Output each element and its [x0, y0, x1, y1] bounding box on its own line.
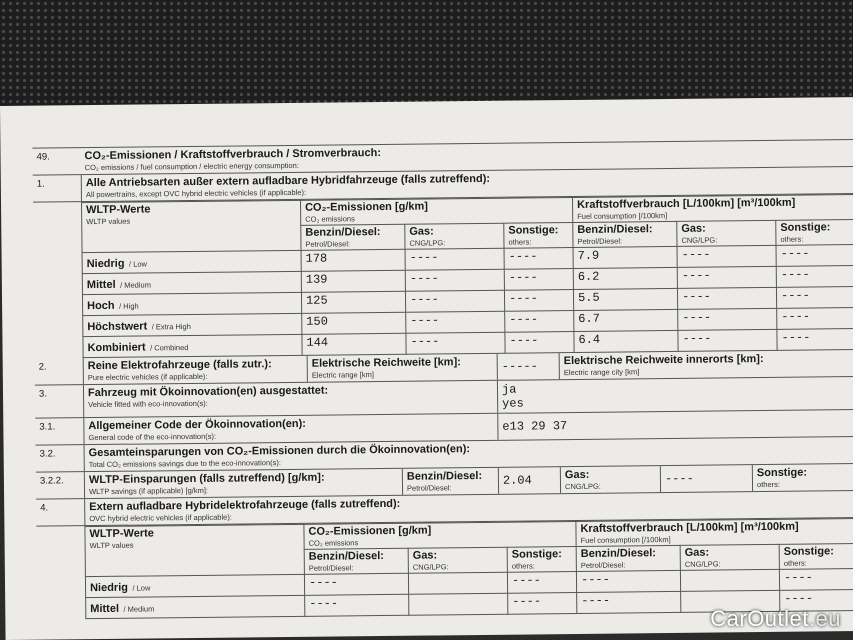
- col-sonstige-sub: others:: [780, 234, 804, 244]
- section-number: 3.2.2.: [39, 475, 64, 487]
- cell: ----: [776, 265, 853, 287]
- cell: ----: [405, 290, 504, 312]
- col-gas-sub: CNG/LPG:: [409, 238, 446, 248]
- city-range-sub: Electric range city [km]: [563, 367, 640, 378]
- wltp-subtitle: WLTP values: [86, 216, 131, 227]
- cell: ----: [678, 329, 777, 351]
- section-title: CO₂-Emissionen / Kraftstoffverbrauch / Stromverbrauch:: [84, 147, 382, 163]
- cell: ----: [405, 248, 504, 270]
- col-gas: Gas:: [681, 222, 706, 235]
- electric-range-label: Elektrische Reichweite [km]:: [311, 356, 461, 370]
- row-label-sub: / Low: [132, 583, 151, 593]
- watermark-tld: .eu: [808, 606, 841, 631]
- co2-subtitle: CO₂ emissions: [305, 214, 355, 224]
- col-gas: Gas:: [409, 225, 434, 238]
- col-benzin: Benzin/Diesel:: [308, 550, 384, 563]
- col-benzin-sub: Petrol/Diesel:: [580, 560, 626, 570]
- wltp-table-4: [84, 518, 853, 619]
- cell: 178: [301, 249, 405, 271]
- savings-benzin-value: 2.04: [498, 467, 560, 494]
- co2-subtitle: CO₂ emissions: [308, 538, 359, 548]
- cell: ----: [507, 571, 576, 593]
- eco-innovation-value-en: yes: [502, 396, 524, 411]
- section-number: 49.: [36, 151, 50, 163]
- wltp-table-1: [81, 194, 853, 358]
- cell: 6.2: [573, 267, 677, 289]
- section-title: Alle Antriebsarten außer extern aufladbare Hybridfahrzeuge (falls zutreffend):: [85, 172, 491, 190]
- section-subtitle: OVC hybrid electric vehicles (if applicable):: [89, 512, 232, 524]
- co2-title: CO₂-Emissionen [g/km]: [308, 524, 432, 538]
- row-label: Mittel: [86, 278, 116, 292]
- col-sonstige-sub: others:: [511, 561, 535, 571]
- cell: ----: [406, 311, 505, 333]
- row-label: Mittel: [90, 602, 120, 616]
- col-benzin: Benzin/Diesel:: [305, 226, 381, 239]
- city-range-label: Elektrische Reichweite innerorts [km]:: [563, 353, 764, 368]
- cell: ----: [678, 308, 777, 330]
- cell: ----: [505, 332, 574, 354]
- col-sonstige: Sonstige:: [511, 548, 562, 561]
- row-label: Niedrig: [89, 581, 129, 595]
- cell: ----: [406, 332, 505, 354]
- cell: ----: [577, 591, 681, 613]
- cell: ----: [776, 286, 853, 308]
- section-subtitle: Vehicle fitted with eco-innovation(s):: [88, 398, 208, 410]
- cell: 144: [302, 333, 406, 355]
- watermark-brand: CarOutlet: [710, 606, 809, 631]
- savings-other-sub: others:: [756, 479, 780, 490]
- row-label: Hoch: [87, 299, 115, 313]
- row-label-sub: / Combined: [150, 343, 189, 353]
- cell: ----: [304, 573, 408, 595]
- cell: 6.4: [574, 330, 678, 352]
- row-label-sub: / Medium: [120, 280, 151, 290]
- section-number: 2.: [38, 361, 47, 373]
- col-sonstige: Sonstige:: [780, 221, 831, 234]
- section-title: Extern aufladbare Hybridelektrofahrzeuge (falls zutreffend):: [89, 497, 401, 514]
- cell: 125: [301, 291, 405, 313]
- section-subtitle: General code of the eco-innovation(s):: [88, 431, 217, 443]
- row-label-sub: / High: [119, 301, 139, 311]
- col-sonstige-sub: others:: [508, 237, 532, 247]
- section-title: Allgemeiner Code der Ökoinnovation(en):: [88, 417, 306, 433]
- col-sonstige: Sonstige:: [508, 224, 559, 237]
- cell: ----: [505, 311, 574, 333]
- col-sonstige: Sonstige:: [783, 545, 834, 558]
- wltp-subtitle: WLTP values: [89, 540, 134, 551]
- section-title: WLTP-Einsparungen (falls zutreffend) [g/km]:: [88, 471, 325, 487]
- savings-other-label: Sonstige:: [756, 466, 808, 480]
- cell: ----: [508, 592, 577, 614]
- col-benzin-sub: Petrol/Diesel:: [305, 239, 351, 249]
- eco-innovation-value: ja: [501, 382, 517, 397]
- col-gas-sub: CNG/LPG:: [681, 235, 718, 245]
- eco-innovation-code: e13 29 37: [497, 410, 853, 440]
- col-gas-sub: CNG/LPG:: [684, 559, 721, 569]
- coc-document: [0, 97, 853, 640]
- cell: ----: [677, 287, 776, 309]
- cell: ----: [777, 307, 853, 329]
- section-subtitle: Total CO₂ emissions savings due to the eco-innovation(s):: [88, 458, 281, 470]
- section-subtitle: WLTP savings (if applicable) [g/km]:: [88, 485, 209, 497]
- section-number: 3.2.: [39, 448, 56, 460]
- row-label-sub: / Extra High: [151, 322, 191, 332]
- savings-benzin-sub: Petrol/Diesel:: [406, 483, 452, 493]
- savings-gas-value: ----: [660, 465, 752, 492]
- col-benzin-sub: Petrol/Diesel:: [577, 236, 623, 246]
- cell: ----: [576, 570, 680, 592]
- row-label-sub: / Medium: [123, 604, 155, 614]
- col-benzin: Benzin/Diesel:: [580, 547, 656, 560]
- cell: ----: [677, 266, 776, 288]
- cell: 5.5: [573, 288, 677, 310]
- col-benzin: Benzin/Diesel:: [577, 223, 653, 236]
- cell: ----: [776, 244, 853, 266]
- cell: 150: [302, 312, 406, 334]
- section-subtitle: All powertrains, except OVC hybrid electric vehicles (if applicable):: [85, 187, 307, 200]
- cell: 7.9: [573, 246, 677, 268]
- section-number: 4.: [40, 502, 49, 514]
- section-number: 3.1.: [39, 421, 56, 433]
- caroutlet-watermark: [710, 606, 841, 632]
- savings-gas-sub: CNG/LPG:: [564, 481, 601, 492]
- fuel-subtitle: Fuel consumption [/100km]: [580, 535, 671, 545]
- savings-gas-label: Gas:: [564, 468, 590, 482]
- cell: ----: [779, 568, 853, 590]
- cell: ----: [405, 269, 504, 291]
- co2-title: CO₂-Emissionen [g/km]: [305, 200, 428, 214]
- section-number: 3.: [38, 388, 48, 400]
- savings-benzin-label: Benzin/Diesel:: [406, 469, 483, 483]
- cell: 139: [301, 270, 405, 292]
- cell: ----: [780, 589, 853, 611]
- fuel-subtitle: Fuel consumption [/100km]: [577, 211, 668, 221]
- section-subtitle: Pure electric vehicles (if applicable):: [87, 371, 208, 383]
- cell: ----: [504, 290, 573, 312]
- section-title: Fahrzeug mit Ökoinnovation(en) ausgestattet:: [87, 384, 329, 400]
- wltp-title: WLTP-Werte: [89, 527, 154, 541]
- col-gas: Gas:: [412, 549, 438, 562]
- section-title: Gesamteinsparungen von CO₂-Emissionen durch die Ökoinnovation(en):: [88, 443, 471, 460]
- col-gas: Gas:: [684, 546, 710, 559]
- col-benzin-sub: Petrol/Diesel:: [308, 563, 354, 573]
- fuel-title: Kraftstoffverbrauch [L/100km] [m³/100km]: [580, 520, 799, 535]
- row-label-sub: / Low: [128, 259, 148, 269]
- section-title: Reine Elektrofahrzeuge (falls zutr.):: [87, 358, 272, 373]
- fuel-title: Kraftstoffverbrauch [L/100km] [m³/100km]: [577, 196, 796, 211]
- row-label: Kombiniert: [87, 341, 146, 355]
- section-subtitle: CO₂ emissions / fuel consumption / electric energy consumption:: [84, 160, 299, 173]
- cell: ----: [504, 269, 573, 291]
- electric-range-value: -----: [497, 353, 559, 380]
- cell: ----: [777, 328, 853, 350]
- cell: 6.7: [574, 309, 678, 331]
- col-gas-sub: CNG/LPG:: [412, 562, 449, 572]
- cell: ----: [677, 245, 776, 267]
- row-label: Höchstwert: [87, 320, 148, 334]
- col-sonstige-sub: others:: [783, 558, 807, 568]
- section-number: 1.: [36, 178, 45, 190]
- cell: ----: [504, 248, 573, 270]
- electric-range-sub: Electric range [km]: [311, 370, 374, 380]
- cell: ----: [305, 594, 409, 616]
- row-label: Niedrig: [86, 257, 125, 271]
- wltp-title: WLTP-Werte: [86, 203, 151, 217]
